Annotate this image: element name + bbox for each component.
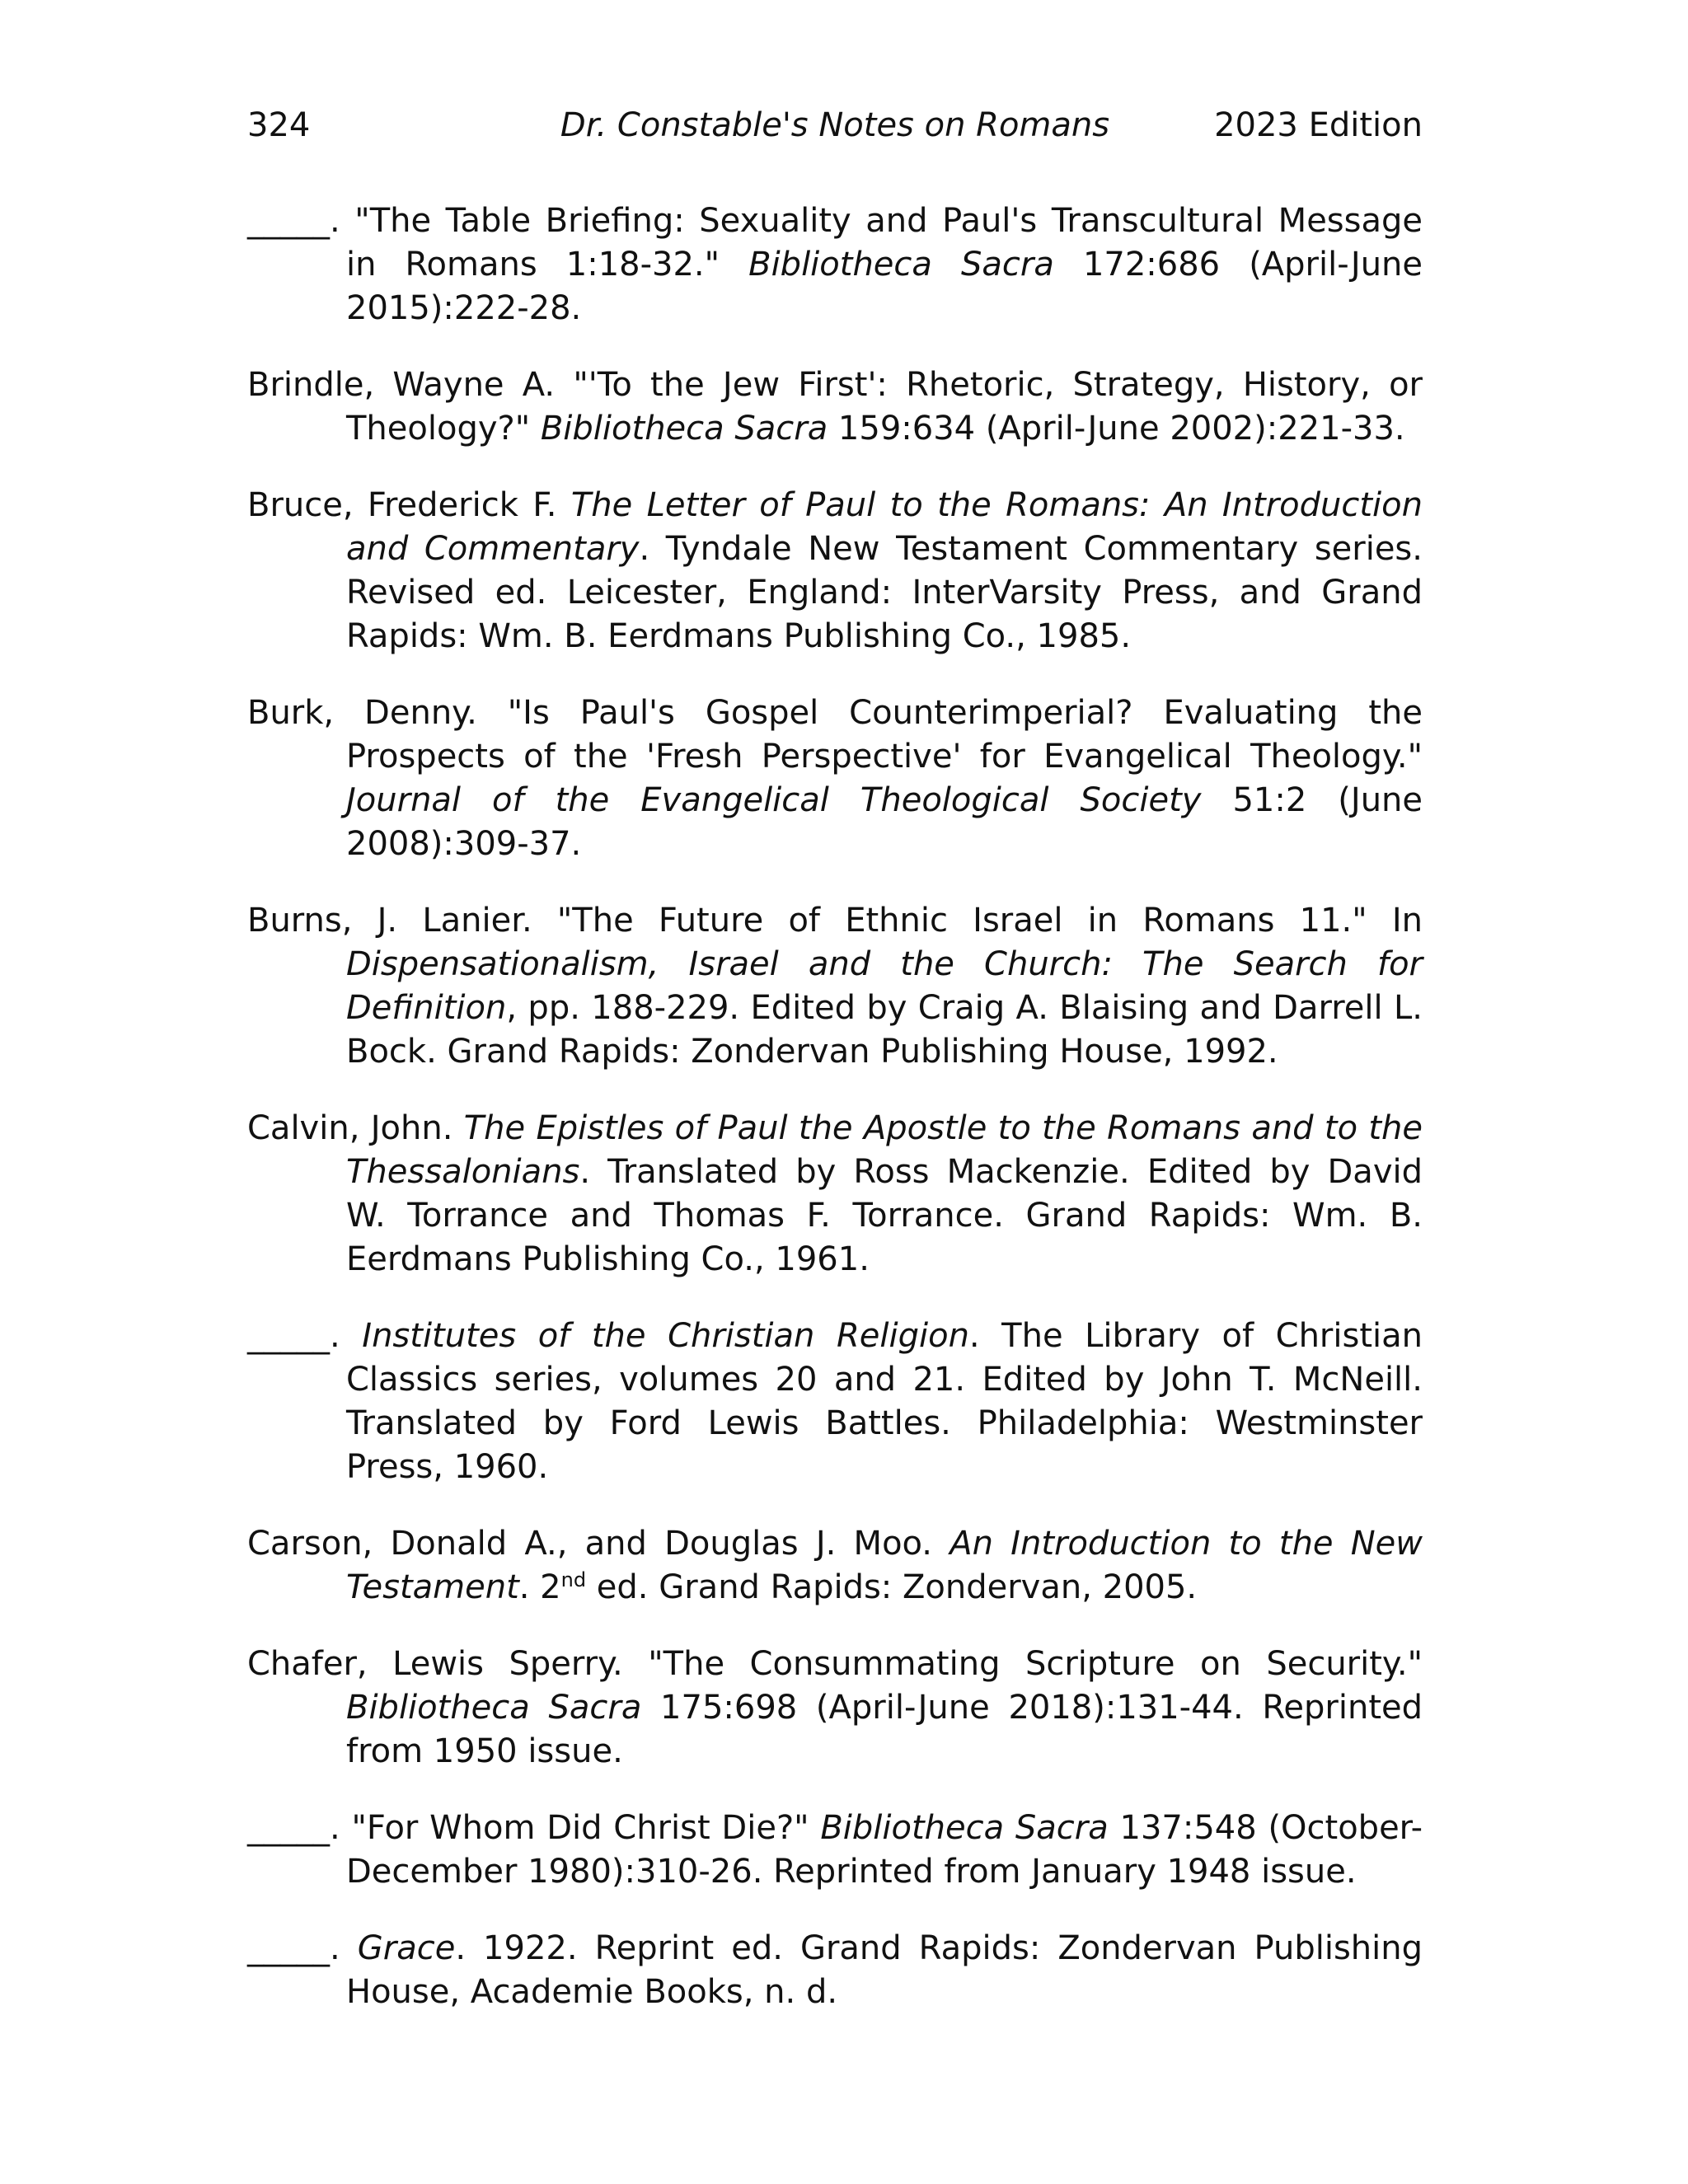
bibliography-entry	[247, 1807, 1423, 1894]
entry-text: _____. "The Table Briefing: Sexuality and Paul's Transcultural Message in Romans 1:18-32."	[247, 202, 1423, 284]
entry-text: 175:698 (April-June 2018):131-44. Reprinted from 1950 issue.	[346, 1689, 1423, 1770]
entry-text: _____. "For Whom Did Christ Die?"	[247, 1809, 821, 1847]
entry-text: 172:686 (April-June 2015):222-28.	[346, 246, 1423, 327]
entry-text: Chafer, Lewis Sperry. "The Consummating Scripture on Security."	[247, 1645, 1423, 1683]
italic-title: The Letter of Paul to the Romans: An Introduction and Commentary	[346, 486, 1423, 568]
entry-text: Carson, Donald A., and Douglas J. Moo.	[247, 1525, 950, 1563]
entry-text: Calvin, John.	[247, 1109, 464, 1147]
italic-title: Bibliotheca Sacra	[820, 1809, 1109, 1847]
italic-title: Grace	[357, 1929, 456, 1967]
italic-title: Bibliotheca Sacra	[346, 1689, 642, 1727]
entry-text: 137:548 (October-December 1980):310-26. Reprinted from January 1948 issue.	[346, 1809, 1423, 1891]
italic-title: Journal of the Evangelical Theological Society	[346, 781, 1202, 819]
italic-title: Institutes of the Christian Religion	[362, 1317, 969, 1355]
entry-text: . The Library of Christian Classics series, volumes 20 and 21. Edited by John T. McNeill. Translated by Ford Lewis Battles. Philadelphia: Westminster Press, 1960.	[346, 1317, 1423, 1486]
entry-text: . Translated by Ross Mackenzie. Edited by David W. Torrance and Thomas F. Torrance. Grand Rapids: Wm. B. Eerdmans Publishing Co., 1961.	[346, 1153, 1423, 1278]
bibliography-entry	[247, 484, 1423, 658]
entry-text: 51:2 (June 2008):309-37.	[346, 781, 1423, 863]
italic-title: An Introduction to the New Testament	[346, 1525, 1423, 1606]
bibliography-entry	[247, 1643, 1423, 1774]
bibliography-entry	[247, 363, 1423, 451]
bibliography-entry	[247, 691, 1423, 866]
bibliography-entry	[247, 1107, 1423, 1282]
bibliography-list	[247, 199, 1423, 2047]
italic-title: Bibliotheca Sacra	[540, 410, 828, 448]
italic-title: The Epistles of Paul the Apostle to the Romans and to the Thessalonians	[346, 1109, 1423, 1191]
entry-text: . 1922. Reprint ed. Grand Rapids: Zondervan Publishing House, Academie Books, n. d.	[346, 1929, 1423, 2011]
entry-text: 159:634 (April-June 2002):221-33.	[828, 410, 1405, 448]
entry-text: Bruce, Frederick F.	[247, 486, 571, 524]
ordinal-superscript: nd	[560, 1568, 587, 1591]
entry-text: . 2	[518, 1568, 561, 1606]
entry-text: . Tyndale New Testament Commentary series. Revised ed. Leicester, England: InterVarsity Press, and Grand Rapids: Wm. B. Eerdmans Publishing Co., 1985.	[346, 530, 1423, 655]
edition-label: 2023 Edition	[1214, 106, 1423, 144]
bibliography-entry	[247, 899, 1423, 1074]
bibliography-entry	[247, 1315, 1423, 1489]
bibliography-entry	[247, 199, 1423, 330]
italic-title: Bibliotheca Sacra	[748, 246, 1054, 284]
entry-text: _____.	[247, 1929, 358, 1967]
entry-text: , pp. 188-229. Edited by Craig A. Blaising and Darrell L. Bock. Grand Rapids: Zondervan Publishing House, 1992.	[346, 989, 1423, 1071]
entry-text: Brindle, Wayne A. "'To the Jew First': Rhetoric, Strategy, History, or Theology?"	[247, 366, 1423, 448]
page-number: 324	[247, 106, 311, 144]
entry-text: Burns, J. Lanier. "The Future of Ethnic Israel in Romans 11." In	[247, 902, 1423, 940]
bibliography-entry	[247, 1927, 1423, 2014]
entry-text: ed. Grand Rapids: Zondervan, 2005.	[586, 1568, 1198, 1606]
entry-text: _____.	[247, 1317, 363, 1355]
entry-text: Burk, Denny. "Is Paul's Gospel Counterimperial? Evaluating the Prospects of the 'Fresh Perspective' for Evangelical Theology."	[247, 694, 1423, 776]
bibliography-entry	[247, 1522, 1423, 1610]
running-title: Dr. Constable's Notes on Romans	[560, 106, 1110, 144]
page-header	[247, 101, 1423, 150]
italic-title: Dispensationalism, Israel and the Church: The Search for Definition	[346, 945, 1423, 1027]
